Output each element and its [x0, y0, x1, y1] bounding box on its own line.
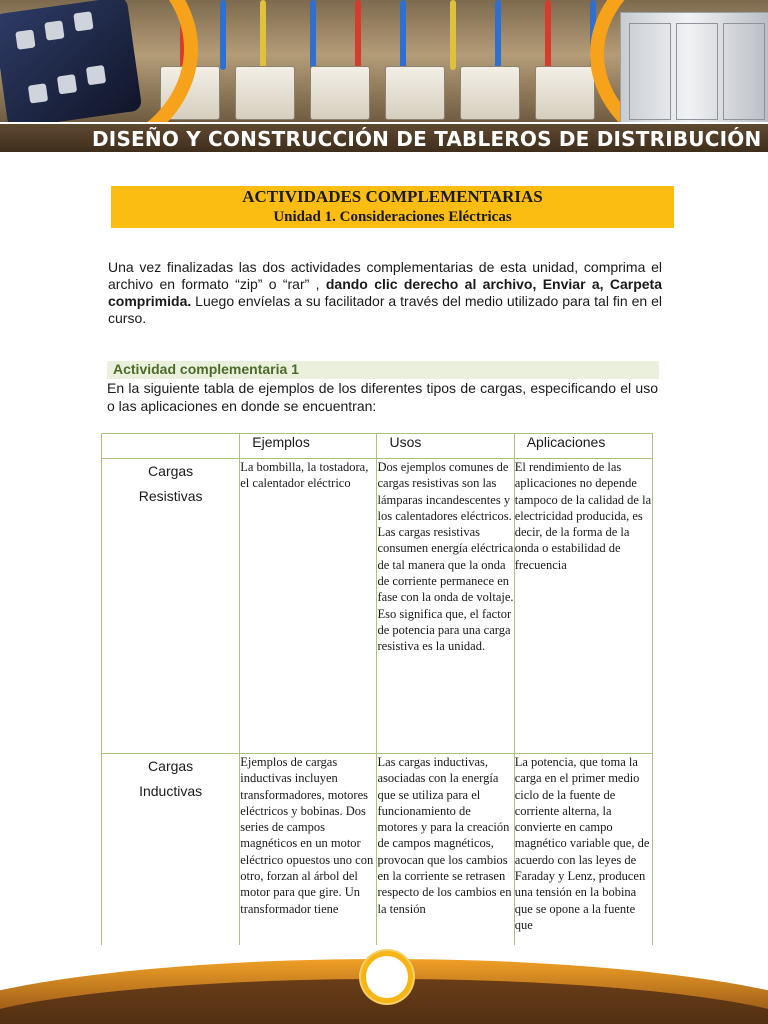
- loads-table: [101, 433, 653, 951]
- load-type-line: Resistivas: [138, 488, 203, 504]
- table-row: [102, 754, 653, 951]
- table-row: [102, 459, 653, 754]
- load-type-line: Inductivas: [139, 783, 203, 799]
- table-header-usos: Usos: [377, 434, 514, 459]
- banner-title: DISEÑO Y CONSTRUCCIÓN DE TABLEROS DE DISTRIBUCIÓN: [92, 127, 762, 151]
- table-header-row: [102, 434, 653, 459]
- intro-bold-instructions: dando clic derecho al archivo, Enviar a, Carpeta comprimida.: [108, 276, 662, 309]
- breaker-panel-illustration: [150, 0, 620, 122]
- footer-decoration: [0, 945, 768, 1024]
- footer-circle-emblem: [361, 951, 413, 1003]
- header-banner: [0, 0, 768, 152]
- aplicaciones-cell: [514, 754, 652, 951]
- activity-label-bar: [107, 361, 659, 379]
- heading-subtitle: Unidad 1. Consideraciones Eléctricas: [273, 209, 512, 225]
- ejemplos-text: Ejemplos de cargas inductivas incluyen transformadores, motores eléctricos y bobinas. Dos series de campos magnéticos en un motor eléctrico opuestos uno con otro, forzan al árbol del motor para que gire. Un transformador tiene: [240, 755, 374, 916]
- intro-text-2: Luego envíelas a su facilitador a través del medio utilizado para tal fin en el curso.: [108, 293, 662, 326]
- intro-paragraph: [108, 259, 662, 327]
- table-header-ejemplos: Ejemplos: [240, 434, 377, 459]
- activity-description: En la siguiente tabla de ejemplos de los diferentes tipos de cargas, especificando el uso o las aplicaciones en donde se encuentran:: [107, 380, 658, 414]
- intro-text-1: Una vez finalizadas las dos actividades complementarias de esta unidad, comprima el archivo en formato “zip” o “rar” ,: [108, 259, 662, 292]
- aplicaciones-cell: El rendimiento de las aplicaciones no depende tampoco de la calidad de la electricidad producida, es decir, de la forma de la onda o estabilidad de frecuencia: [514, 459, 652, 754]
- ejemplos-cell: La bombilla, la tostadora, el calentador eléctrico: [240, 459, 377, 754]
- activity-label: Actividad complementaria 1: [113, 361, 299, 377]
- heading-title: ACTIVIDADES COMPLEMENTARIAS: [242, 187, 543, 206]
- aplicaciones-text: La potencia, que toma la carga en el primer medio ciclo de la fuente de corriente alterna, la convierte en campo magnético variable que, de acuerdo con las leyes de Faraday y Lenz, producen una tensión en la bobina que se opone a la fuente que: [514, 755, 650, 932]
- table-header-aplicaciones: Aplicaciones: [514, 434, 652, 459]
- activities-heading: [111, 186, 674, 228]
- load-type-line: Cargas: [148, 758, 194, 774]
- banner-title-bar: [0, 122, 768, 152]
- table-header-empty: [102, 434, 240, 459]
- ejemplos-cell: [240, 754, 377, 951]
- usos-cell: Dos ejemplos comunes de cargas resistivas son las lámparas incandescentes y los calentadores eléctricos. Las cargas resistivas consumen energía eléctrica de tal manera que la onda de corriente permanece en fase con la onda de voltaje. Eso significa que, el factor de potencia para una carga resistiva es la unidad.: [377, 459, 514, 754]
- usos-text: Las cargas inductivas, asociadas con la energía que se utiliza para el funcionamiento de motores y para la creación de campos magnéticos, provocan que los cambios en la corriente se retrasen respecto de los cambios en la tensión: [377, 755, 512, 916]
- banner-photo-electrical-panel: [0, 0, 768, 122]
- load-type-line: Cargas: [148, 463, 194, 479]
- usos-cell: [377, 754, 514, 951]
- load-type-cell: [102, 459, 240, 754]
- contactor-image: [0, 0, 142, 129]
- distribution-cabinet-image: [620, 12, 768, 134]
- load-type-cell: [102, 754, 240, 951]
